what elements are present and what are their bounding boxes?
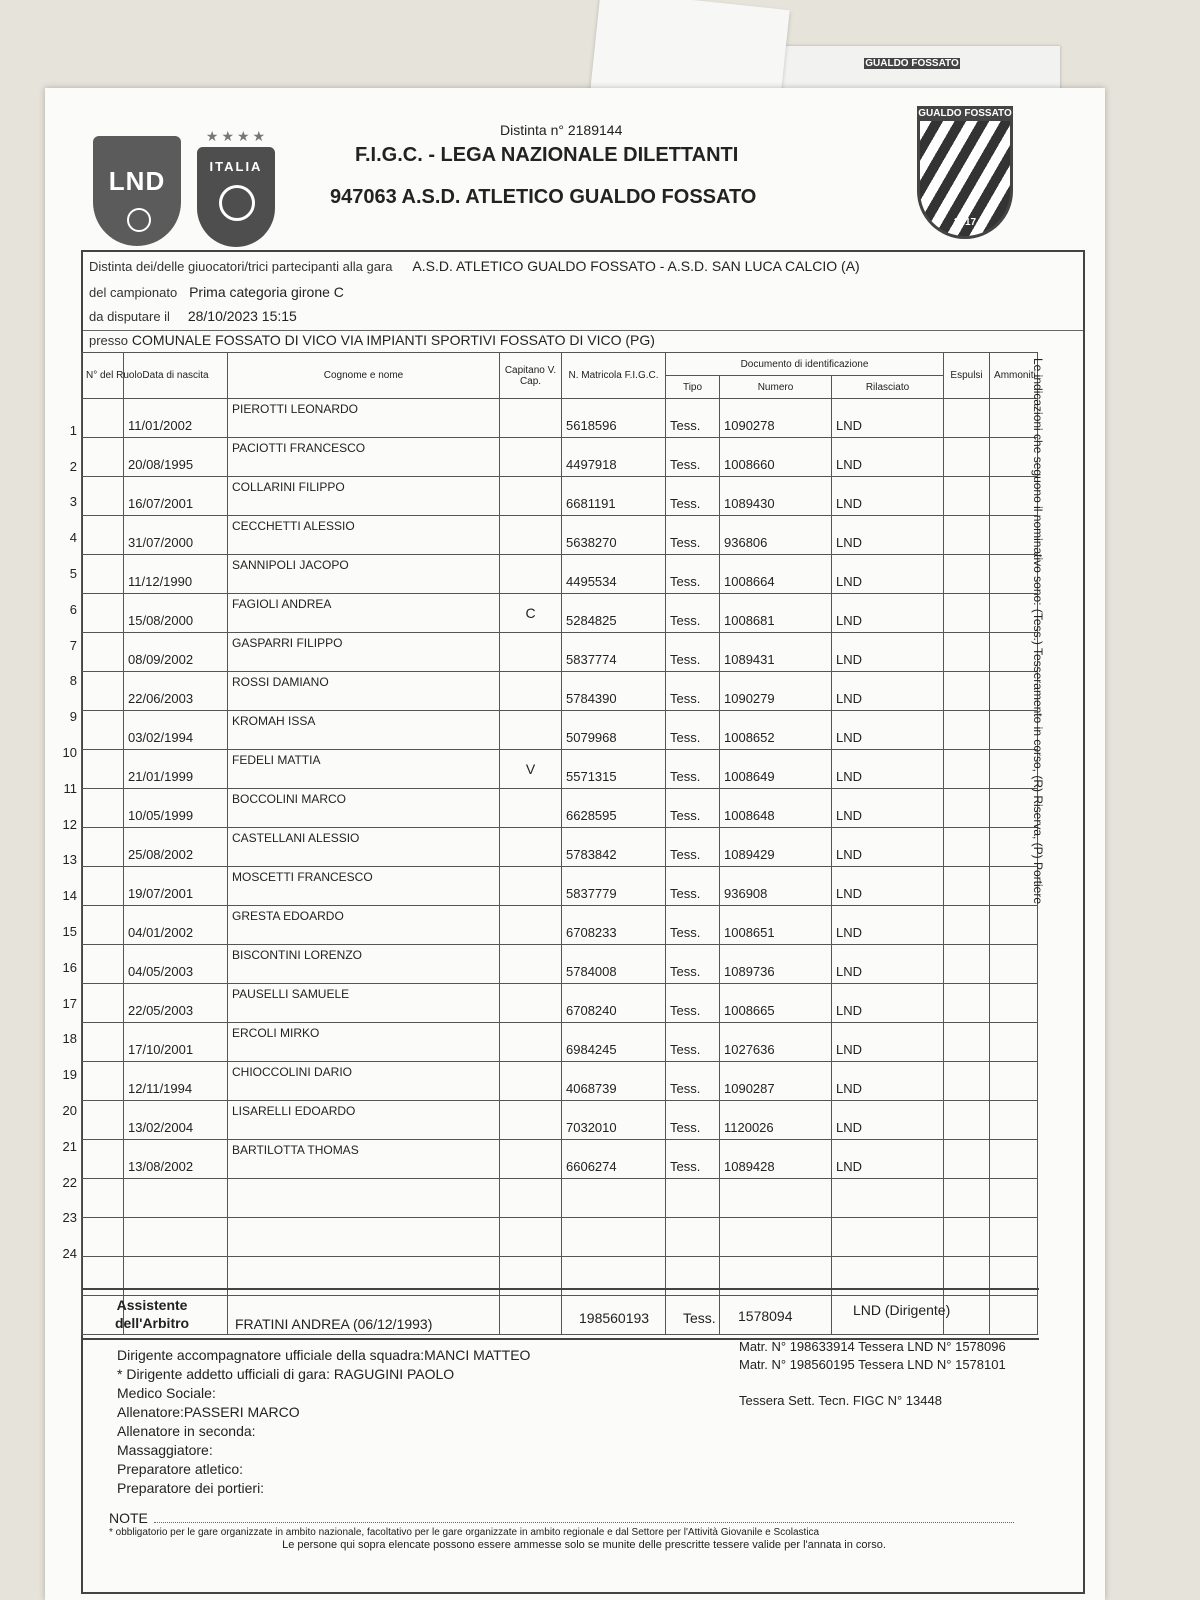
cell-ammoniti [990, 1218, 1038, 1257]
cell-name: BARTILOTTA THOMAS [228, 1140, 500, 1179]
cell-doc: 1089736 [720, 945, 832, 984]
cell-espulsi [944, 399, 990, 438]
cell-matr: 5638270 [562, 516, 666, 555]
cell-date [124, 1179, 228, 1218]
col-espulsi: Espulsi [944, 353, 990, 399]
row-number: 23 [62, 1210, 77, 1226]
cell-name: GASPARRI FILIPPO [228, 633, 500, 672]
cell-espulsi [944, 711, 990, 750]
row-number: 17 [62, 995, 77, 1011]
cell-rel: LND [832, 594, 944, 633]
cell-name: PAUSELLI SAMUELE [228, 984, 500, 1023]
cell-matr: 6984245 [562, 1023, 666, 1062]
massaggiatore: Massaggiatore: [117, 1442, 213, 1458]
table-row [82, 672, 1038, 711]
cell-doc: 1008648 [720, 789, 832, 828]
cell-date: 19/07/2001 [124, 867, 228, 906]
row-number: 2 [69, 458, 77, 474]
table-row [82, 789, 1038, 828]
cell-tipo: Tess. [666, 516, 720, 555]
date-line: da disputare il 28/10/2023 15:15 [89, 308, 297, 324]
cell-doc: 1008664 [720, 555, 832, 594]
document-sheet [45, 88, 1105, 1600]
cell-doc: 1089428 [720, 1140, 832, 1179]
cell-matr: 6708240 [562, 984, 666, 1023]
table-row [82, 906, 1038, 945]
cell-name: PIEROTTI LEONARDO [228, 399, 500, 438]
cell-name [228, 1179, 500, 1218]
cell-matr: 5079968 [562, 711, 666, 750]
cell-cap [500, 945, 562, 984]
cell-rel: LND [832, 516, 944, 555]
allenatore: Allenatore:PASSERI MARCO [117, 1404, 300, 1420]
cell-date: 21/01/1999 [124, 750, 228, 789]
cell-doc: 1008651 [720, 906, 832, 945]
cell-cap: V [500, 750, 562, 789]
table-row [82, 594, 1038, 633]
cell-tipo: Tess. [666, 1140, 720, 1179]
cell-cap [500, 867, 562, 906]
cell-matr: 4497918 [562, 438, 666, 477]
cell-name: BOCCOLINI MARCO [228, 789, 500, 828]
cell-cap [500, 672, 562, 711]
cell-doc: 1008681 [720, 594, 832, 633]
cell-cap [500, 438, 562, 477]
cell-ammoniti [990, 1101, 1038, 1140]
cell-ammoniti [990, 1062, 1038, 1101]
cell-date: 10/05/1999 [124, 789, 228, 828]
cell-matr: 5571315 [562, 750, 666, 789]
cell-doc: 936806 [720, 516, 832, 555]
col-numero: Numero [720, 376, 832, 399]
cell-cap [500, 906, 562, 945]
cell-doc [720, 1179, 832, 1218]
cell-rel [832, 1218, 944, 1257]
cell-tipo: Tess. [666, 1101, 720, 1140]
cell-date: 20/08/1995 [124, 438, 228, 477]
table-row [82, 984, 1038, 1023]
table-row [82, 633, 1038, 672]
cell-rel: LND [832, 633, 944, 672]
preparatore-portieri: Preparatore dei portieri: [117, 1480, 265, 1496]
cell-tipo: Tess. [666, 1062, 720, 1101]
cell-doc: 1090279 [720, 672, 832, 711]
cell-doc: 936908 [720, 867, 832, 906]
col-documento: Documento di identificazione [666, 353, 944, 376]
table-row [82, 828, 1038, 867]
cell-matr [562, 1218, 666, 1257]
cell-espulsi [944, 750, 990, 789]
cell-ruolo [82, 438, 124, 477]
cell-cap [500, 984, 562, 1023]
cell-rel: LND [832, 477, 944, 516]
cell-rel [832, 1179, 944, 1218]
match-line: Distinta dei/delle giuocatori/trici partecipanti alla gara A.S.D. ATLETICO GUALDO FOSSATO - A.S.D. SAN LUCA CALCIO (A) [89, 258, 860, 274]
cell-tipo: Tess. [666, 945, 720, 984]
row-number: 15 [62, 923, 77, 939]
cell-name: CASTELLANI ALESSIO [228, 828, 500, 867]
cell-tipo: Tess. [666, 867, 720, 906]
cell-date: 31/07/2000 [124, 516, 228, 555]
assistant-rel: LND (Dirigente) [853, 1302, 951, 1318]
cell-rel: LND [832, 789, 944, 828]
cell-matr: 4068739 [562, 1062, 666, 1101]
cell-name: ERCOLI MIRKO [228, 1023, 500, 1062]
cell-date: 15/08/2000 [124, 594, 228, 633]
cell-espulsi [944, 906, 990, 945]
cell-doc: 1008652 [720, 711, 832, 750]
cell-ruolo [82, 867, 124, 906]
cell-doc: 1089430 [720, 477, 832, 516]
cell-ruolo [82, 594, 124, 633]
cell-tipo: Tess. [666, 555, 720, 594]
lnd-logo: LND [93, 136, 181, 246]
cell-doc: 1008660 [720, 438, 832, 477]
table-row [82, 477, 1038, 516]
cell-matr: 5784390 [562, 672, 666, 711]
cell-ruolo [82, 1179, 124, 1218]
row-number: 14 [62, 888, 77, 904]
cell-name: CECCHETTI ALESSIO [228, 516, 500, 555]
notes-area: NOTE * obbligatorio per le gare organizzate in ambito nazionale, facoltativo per le gare organizzate in ambito regionale e dal Settore per l'Attività Giovanile e Scolastica Le persone qui sopra elencate possono essere ammesse solo se munite delle prescritte tessere valide per l'annata in corso. [109, 1512, 1059, 1551]
row-numbers [55, 402, 77, 1261]
championship-line: del campionato Prima categoria girone C [89, 284, 344, 300]
distinta-number: Distinta n° 2189144 [500, 122, 623, 138]
cell-doc: 1090278 [720, 399, 832, 438]
cell-matr: 5618596 [562, 399, 666, 438]
footnote: * obbligatorio per le gare organizzate in ambito nazionale, facoltativo per le gare organizzate in ambito regionale e dal Settore per l'Attività Giovanile e Scolastica [109, 1527, 820, 1538]
allenatore-seconda: Allenatore in seconda: [117, 1423, 256, 1439]
cell-tipo: Tess. [666, 399, 720, 438]
table-row [82, 711, 1038, 750]
cell-ruolo [82, 1101, 124, 1140]
cell-date: 08/09/2002 [124, 633, 228, 672]
row-number: 12 [62, 816, 77, 832]
dirigente-ufficiali: * Dirigente addetto ufficiali di gara: RAGUGINI PAOLO [117, 1366, 455, 1382]
side-note: Le indicazioni che seguono il nominativo sono: (Tess.) Tesseramento in corso, (R) Riserva, (P) Portiere [1031, 358, 1045, 905]
cell-date: 17/10/2001 [124, 1023, 228, 1062]
cell-tipo: Tess. [666, 672, 720, 711]
cell-cap [500, 1101, 562, 1140]
row-number: 11 [63, 780, 77, 796]
col-tipo: Tipo [666, 376, 720, 399]
cell-rel: LND [832, 399, 944, 438]
cell-doc: 1089429 [720, 828, 832, 867]
cell-ruolo [82, 711, 124, 750]
cell-matr [562, 1179, 666, 1218]
cell-espulsi [944, 516, 990, 555]
medico: Medico Sociale: [117, 1385, 216, 1401]
cell-name: MOSCETTI FRANCESCO [228, 867, 500, 906]
cell-date: 12/11/1994 [124, 1062, 228, 1101]
cell-espulsi [944, 1062, 990, 1101]
cell-rel: LND [832, 906, 944, 945]
cell-date: 13/02/2004 [124, 1101, 228, 1140]
cell-espulsi [944, 867, 990, 906]
assistant-name: FRATINI ANDREA (06/12/1993) [235, 1316, 433, 1332]
cell-matr: 7032010 [562, 1101, 666, 1140]
cell-espulsi [944, 984, 990, 1023]
col-ruolo: N° del Ruolo [82, 353, 124, 399]
cell-matr: 5837774 [562, 633, 666, 672]
cell-tipo: Tess. [666, 633, 720, 672]
cell-tipo: Tess. [666, 438, 720, 477]
cell-ruolo [82, 906, 124, 945]
cell-ammoniti [990, 1023, 1038, 1062]
cell-doc: 1120026 [720, 1101, 832, 1140]
row-number: 24 [62, 1246, 77, 1262]
cell-date [124, 1218, 228, 1257]
cell-ruolo [82, 399, 124, 438]
cell-ammoniti [990, 1179, 1038, 1218]
cell-matr: 6708233 [562, 906, 666, 945]
cell-rel: LND [832, 945, 944, 984]
cell-doc: 1090287 [720, 1062, 832, 1101]
cell-tipo: Tess. [666, 594, 720, 633]
assistant-matr: 198560193 [579, 1310, 650, 1326]
cell-cap [500, 1179, 562, 1218]
cell-matr: 5837779 [562, 867, 666, 906]
cell-espulsi [944, 1140, 990, 1179]
cell-cap [500, 828, 562, 867]
row-number: 7 [69, 637, 77, 653]
roster-table [81, 352, 1038, 1335]
cell-rel: LND [832, 438, 944, 477]
cell-cap [500, 399, 562, 438]
row-number: 22 [62, 1174, 77, 1190]
row-number: 20 [62, 1102, 77, 1118]
table-row [82, 516, 1038, 555]
cell-name: GRESTA EDOARDO [228, 906, 500, 945]
cell-name: FAGIOLI ANDREA [228, 594, 500, 633]
cell-tipo [666, 1218, 720, 1257]
cell-date: 03/02/1994 [124, 711, 228, 750]
cell-espulsi [944, 594, 990, 633]
cell-tipo: Tess. [666, 477, 720, 516]
cell-name: LISARELLI EDOARDO [228, 1101, 500, 1140]
table-row [82, 399, 1038, 438]
row-number: 8 [69, 673, 77, 689]
cell-date: 16/07/2001 [124, 477, 228, 516]
cell-rel: LND [832, 672, 944, 711]
roster-form [62, 250, 1085, 1594]
cell-cap [500, 789, 562, 828]
cell-matr: 5783842 [562, 828, 666, 867]
cell-ruolo [82, 477, 124, 516]
cell-name: PACIOTTI FRANCESCO [228, 438, 500, 477]
cell-matr: 6606274 [562, 1140, 666, 1179]
cell-tipo: Tess. [666, 984, 720, 1023]
cell-tipo: Tess. [666, 828, 720, 867]
row-number: 6 [69, 601, 77, 617]
table-row [82, 1101, 1038, 1140]
row-number: 10 [62, 744, 77, 760]
cell-date: 22/06/2003 [124, 672, 228, 711]
assistant-row: Assistente dell'Arbitro FRATINI ANDREA (06/12/1993) 198560193 Tess. 1578094 LND (Dirigente) [83, 1288, 1039, 1340]
cell-ruolo [82, 1140, 124, 1179]
cell-tipo: Tess. [666, 789, 720, 828]
cell-doc: 1008649 [720, 750, 832, 789]
table-row [82, 750, 1038, 789]
cell-name: ROSSI DAMIANO [228, 672, 500, 711]
cell-espulsi [944, 633, 990, 672]
cell-date: 13/08/2002 [124, 1140, 228, 1179]
cell-date: 22/05/2003 [124, 984, 228, 1023]
cell-name: FEDELI MATTIA [228, 750, 500, 789]
stars-icon: ★★★★ [205, 128, 269, 144]
cell-ruolo [82, 828, 124, 867]
cell-cap [500, 633, 562, 672]
cell-doc: 1089431 [720, 633, 832, 672]
table-row [82, 1062, 1038, 1101]
cell-name: CHIOCCOLINI DARIO [228, 1062, 500, 1101]
cell-rel: LND [832, 984, 944, 1023]
cell-name: COLLARINI FILIPPO [228, 477, 500, 516]
cell-rel: LND [832, 828, 944, 867]
staff-ids: Matr. N° 198633914 Tessera LND N° 1578096 Matr. N° 198560195 Tessera LND N° 1578101 Tessera Sett. Tecn. FIGC N° 13448 [739, 1339, 1006, 1408]
cell-name: SANNIPOLI JACOPO [228, 555, 500, 594]
cell-cap [500, 711, 562, 750]
col-capitano: Capitano V. Cap. [500, 353, 562, 399]
cell-name [228, 1218, 500, 1257]
cell-espulsi [944, 828, 990, 867]
dirigente-accompagnatore: Dirigente accompagnatore ufficiale della squadra:MANCI MATTEO [117, 1347, 531, 1363]
cell-doc [720, 1218, 832, 1257]
cell-ruolo [82, 672, 124, 711]
cell-date: 11/12/1990 [124, 555, 228, 594]
cell-rel: LND [832, 1101, 944, 1140]
cell-ruolo [82, 516, 124, 555]
col-nome: Cognome e nome [228, 353, 500, 399]
cell-cap [500, 1218, 562, 1257]
preparatore-atletico: Preparatore atletico: [117, 1461, 244, 1477]
cell-espulsi [944, 555, 990, 594]
cell-date: 11/01/2002 [124, 399, 228, 438]
cell-espulsi [944, 1101, 990, 1140]
venue-line: presso COMUNALE FOSSATO DI VICO VIA IMPIANTI SPORTIVI FOSSATO DI VICO (PG) [89, 332, 655, 348]
assistant-doc: 1578094 [738, 1308, 793, 1324]
cell-tipo: Tess. [666, 750, 720, 789]
row-number: 3 [69, 494, 77, 510]
cell-ruolo [82, 789, 124, 828]
cell-ruolo [82, 555, 124, 594]
table-row [82, 1218, 1038, 1257]
cell-espulsi [944, 789, 990, 828]
staff-list [117, 1346, 530, 1498]
cell-matr: 6628595 [562, 789, 666, 828]
club-logo: GUALDO FOSSATO 2017 [917, 106, 1013, 246]
table-row [82, 945, 1038, 984]
col-ammoniti: Ammoniti [990, 353, 1038, 399]
col-matricola: N. Matricola F.I.G.C. [562, 353, 666, 399]
cell-espulsi [944, 672, 990, 711]
table-row [82, 1140, 1038, 1179]
row-number: 19 [62, 1067, 77, 1083]
cell-rel: LND [832, 555, 944, 594]
cell-doc: 1008665 [720, 984, 832, 1023]
cell-ruolo [82, 1062, 124, 1101]
row-number: 9 [69, 709, 77, 725]
cell-tipo: Tess. [666, 711, 720, 750]
cell-cap: C [500, 594, 562, 633]
col-rilasciato: Rilasciato [832, 376, 944, 399]
cell-espulsi [944, 1218, 990, 1257]
cell-rel: LND [832, 1062, 944, 1101]
cell-rel: LND [832, 750, 944, 789]
italia-logo: ★★★★ ITALIA [197, 128, 277, 248]
cell-cap [500, 516, 562, 555]
cell-cap [500, 1023, 562, 1062]
cell-tipo: Tess. [666, 1023, 720, 1062]
row-number: 13 [62, 852, 77, 868]
club-title: 947063 A.S.D. ATLETICO GUALDO FOSSATO [330, 186, 757, 208]
cell-doc: 1027636 [720, 1023, 832, 1062]
table-row [82, 1023, 1038, 1062]
cell-cap [500, 555, 562, 594]
cell-espulsi [944, 1023, 990, 1062]
row-number: 16 [62, 959, 77, 975]
cell-tipo: Tess. [666, 906, 720, 945]
cell-rel: LND [832, 1140, 944, 1179]
table-row [82, 867, 1038, 906]
cell-name: KROMAH ISSA [228, 711, 500, 750]
footnote-2: Le persone qui sopra elencate possono essere ammesse solo se munite delle prescritte tessere valide per l'annata in corso. [282, 1539, 886, 1551]
cell-matr: 5284825 [562, 594, 666, 633]
cell-cap [500, 477, 562, 516]
table-row [82, 438, 1038, 477]
assistant-tipo: Tess. [683, 1310, 716, 1326]
row-number: 4 [69, 530, 77, 546]
table-row [82, 1179, 1038, 1218]
cell-ruolo [82, 750, 124, 789]
federation-title: F.I.G.C. - LEGA NAZIONALE DILETTANTI [355, 144, 739, 166]
col-nascita: Data di nascita [124, 353, 228, 399]
cell-espulsi [944, 1179, 990, 1218]
cell-tipo [666, 1179, 720, 1218]
back-club-logo: GUALDO FOSSATO [865, 58, 959, 69]
row-number: 18 [62, 1031, 77, 1047]
cell-ruolo [82, 1023, 124, 1062]
cell-rel: LND [832, 711, 944, 750]
cell-date: 04/01/2002 [124, 906, 228, 945]
cell-ruolo [82, 984, 124, 1023]
cell-ruolo [82, 633, 124, 672]
cell-ruolo [82, 1218, 124, 1257]
cell-matr: 5784008 [562, 945, 666, 984]
cell-date: 04/05/2003 [124, 945, 228, 984]
cell-rel: LND [832, 1023, 944, 1062]
cell-ruolo [82, 945, 124, 984]
table-row [82, 555, 1038, 594]
cell-rel: LND [832, 867, 944, 906]
cell-matr: 6681191 [562, 477, 666, 516]
cell-espulsi [944, 477, 990, 516]
cell-cap [500, 1062, 562, 1101]
cell-matr: 4495534 [562, 555, 666, 594]
row-number: 5 [69, 565, 77, 581]
cell-ammoniti [990, 1140, 1038, 1179]
cell-date: 25/08/2002 [124, 828, 228, 867]
row-number: 21 [62, 1138, 77, 1154]
cell-name: BISCONTINI LORENZO [228, 945, 500, 984]
cell-espulsi [944, 438, 990, 477]
cell-cap [500, 1140, 562, 1179]
cell-espulsi [944, 945, 990, 984]
row-number: 1 [69, 422, 77, 438]
